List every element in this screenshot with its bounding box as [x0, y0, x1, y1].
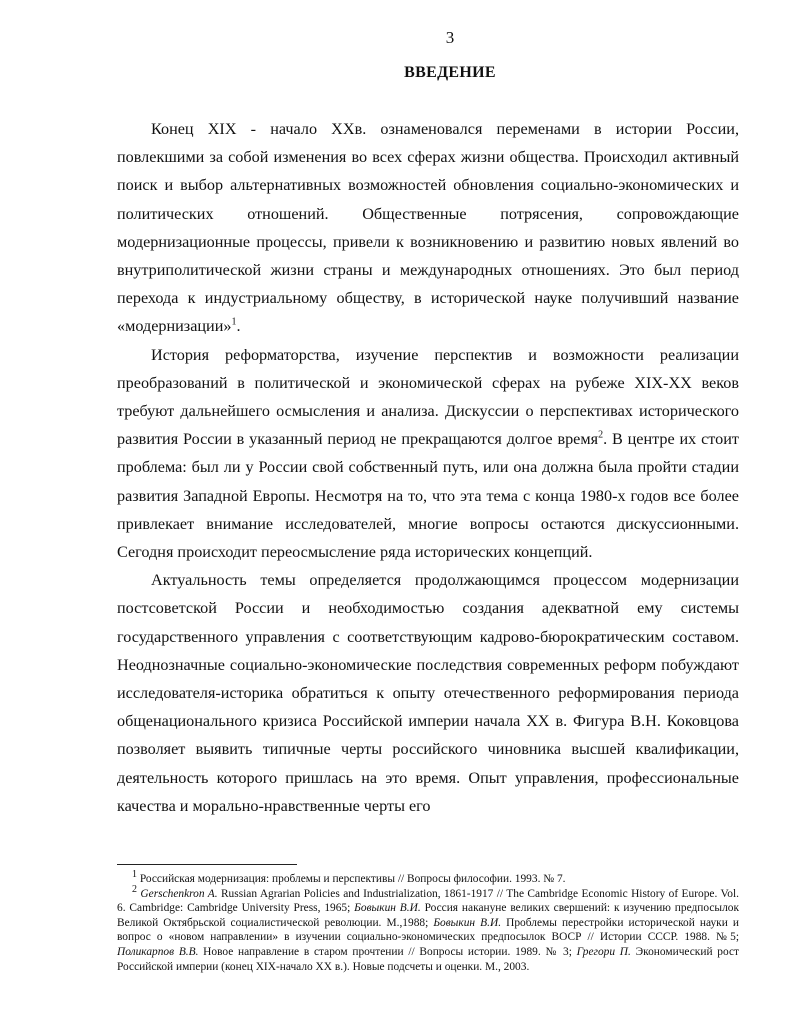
footnote-2-author-4: Поликарпов В.В. — [117, 945, 199, 958]
footnote-2 — [117, 883, 739, 975]
paragraph-1-text: Конец XIX - начало XXв. ознаменовался переменами в истории России, повлекшими за собой изменения во всех сферах жизни общества. Происходил активный поиск и выбор альтернативных возможностей обновления социально-экономических и политических отношений. Общественные потрясения, сопровождающие модернизационные процессы, привели к возникновению и развитию новых явлений во внутриполитической жизни страны и международных отношениях. Это был период перехода к индустриальному обществу, в исторической науке получивший название «модернизации» — [117, 120, 739, 336]
footnote-2-author-1: Gerschenkron A. — [140, 887, 218, 900]
footnote-ref-2[interactable]: 2 — [598, 429, 604, 441]
paragraph-2-tail: . В центре их стоит проблема: был ли у России свой собственный путь, или она должна была пройти стадии развития Западной Европы. Несмотря на то, что эта тема с конца 1980-х годов все более привлекает внимание исследователей, многие вопросы остаются дискуссионными. Сегодня происходит переосмысление ряда исторических концепций. — [117, 430, 739, 562]
paragraph-2 — [117, 341, 739, 567]
section-heading: ВВЕДЕНИЕ — [404, 64, 496, 81]
paragraph-2-text: История реформаторства, изучение перспектив и возможности реализации преобразований в политической и экономической сферах на рубеже XIX-XX веков требуют дальнейшего осмысления и анализа. Дискуссии о перспективах исторического развития России в указанный период не прекращаются долгое время — [117, 345, 739, 449]
footnote-2-text-3: Проблемы перестройки исторической науки и вопрос о «новом направлении» в изучении социально-экономических предпосылок ВОСР // Истории СССР. 1988. №5; — [117, 916, 739, 944]
footnote-1-mark: 1 — [132, 869, 137, 881]
footnote-2-author-5: Грегори П. — [576, 945, 631, 958]
page-number: 3 — [445, 28, 455, 47]
footnote-2-author-3: Бовыкин В.И. — [433, 916, 502, 929]
footnote-2-mark: 2 — [132, 883, 137, 895]
footnote-1-text: Российская модернизация: проблемы и перспективы // Вопросы философии. 1993. № 7. — [137, 873, 566, 885]
paragraph-3 — [117, 566, 739, 820]
footnote-2-text-5: Экономический рост Российской империи (конец XIX-начало XX в.). Новые подсчеты и оценки. М., 2003. — [117, 945, 739, 973]
footnotes — [117, 869, 739, 974]
paragraph-1 — [117, 115, 739, 341]
paragraph-1-tail: . — [236, 317, 241, 336]
footnote-2-text-4: Новое направление в старом прочтении // Вопросы истории. 1989. № 3; — [198, 945, 577, 958]
footnote-2-text-2: Россия накануне великих свершений: к изучению предпосылок Великой Октябрьской социалистической революции. М.,1988; — [117, 902, 739, 929]
footnote-1 — [117, 869, 739, 887]
body-text — [117, 115, 739, 820]
paragraph-3-text: Актуальность темы определяется продолжающимся процессом модернизации постсоветской России и необходимостью создания адекватной ему системы государственного управления с соответствующим кадрово-бюрократическим составом. Неоднозначные социально-экономические последствия современных реформ побуждают исследователя-историка обратиться к опыту отечественного реформирования периода общенационального кризиса Российской империи начала XX в. Фигура В.Н. Коковцова позволяет выявить типичные черты российского чиновника высшей квалификации, деятельность которого пришлась на это время. Опыт управления, профессиональные качества и морально-нравственные черты его — [117, 571, 739, 815]
footnote-ref-1[interactable]: 1 — [231, 317, 237, 329]
footnote-2-author-2: Бовыкин В.И. — [354, 902, 421, 915]
footnote-2-text-1: Russian Agrarian Policies and Industrialization, 1861-1917 // The Cambridge Economic History of Europe. Vol. 6. Cambridge: Cambridge University Press, 1965; — [117, 887, 739, 915]
footnote-divider — [117, 864, 297, 865]
